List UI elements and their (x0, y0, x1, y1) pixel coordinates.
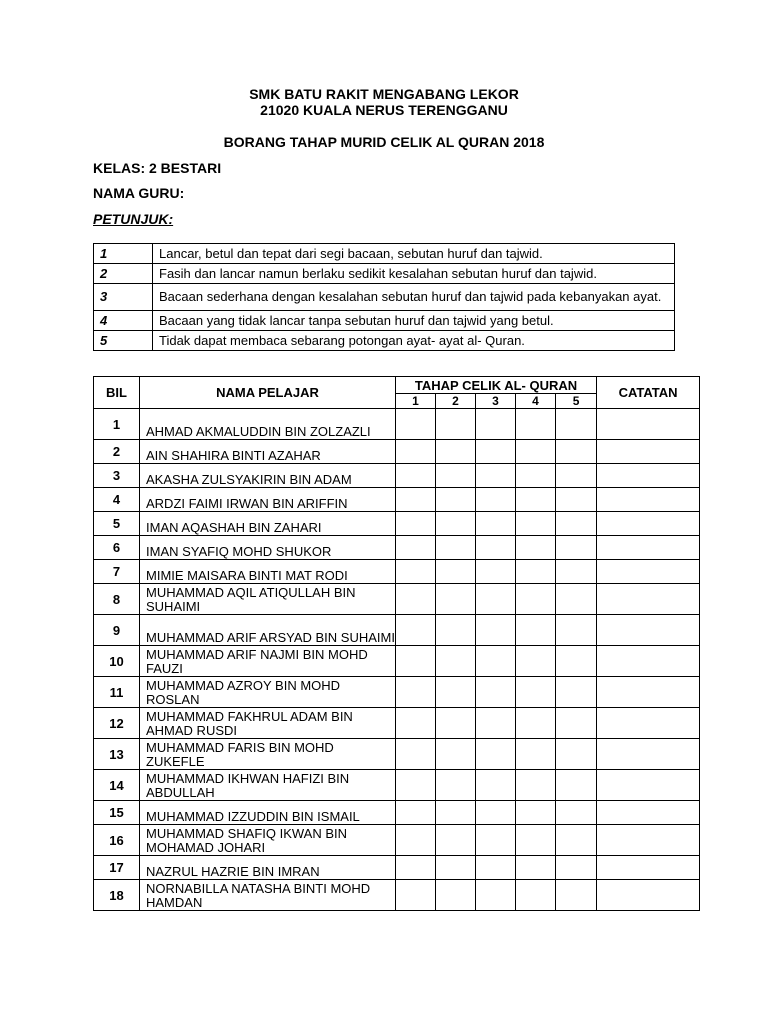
catatan-cell[interactable] (597, 801, 700, 825)
student-bil: 15 (94, 801, 140, 825)
level-3-cell[interactable] (476, 677, 516, 708)
level-3-cell[interactable] (476, 615, 516, 646)
student-row (94, 708, 700, 739)
student-name: MUHAMMAD AZROY BIN MOHD ROSLAN (140, 677, 396, 708)
catatan-cell[interactable] (597, 536, 700, 560)
student-name: AHMAD AKMALUDDIN BIN ZOLZAZLI (140, 409, 396, 440)
level-4-cell[interactable] (516, 560, 556, 584)
level-4-cell[interactable] (516, 512, 556, 536)
student-row (94, 560, 700, 584)
student-row (94, 615, 700, 646)
student-row (94, 880, 700, 911)
legend-level: 3 (94, 284, 153, 311)
legend-row (94, 331, 675, 351)
student-name: MUHAMMAD ARIF NAJMI BIN MOHD FAUZI (140, 646, 396, 677)
level-4-cell[interactable] (516, 536, 556, 560)
level-1-header: 1 (396, 394, 436, 409)
catatan-cell[interactable] (597, 739, 700, 770)
level-4-cell[interactable] (516, 615, 556, 646)
catatan-cell[interactable] (597, 488, 700, 512)
level-2-cell[interactable] (436, 488, 476, 512)
legend-row (94, 244, 675, 264)
catatan-cell[interactable] (597, 708, 700, 739)
catatan-cell[interactable] (597, 464, 700, 488)
legend-level: 1 (94, 244, 153, 264)
level-2-cell[interactable] (436, 801, 476, 825)
level-2-cell[interactable] (436, 536, 476, 560)
level-1-cell[interactable] (396, 440, 436, 464)
student-bil: 6 (94, 536, 140, 560)
level-1-cell[interactable] (396, 488, 436, 512)
student-name: AKASHA ZULSYAKIRIN BIN ADAM (140, 464, 396, 488)
level-4-cell[interactable] (516, 440, 556, 464)
level-5-cell[interactable] (556, 536, 597, 560)
student-row (94, 409, 700, 440)
form-title: BORANG TAHAP MURID CELIK AL QURAN 2018 (223, 134, 545, 150)
kelas-label: KELAS: 2 BESTARI (93, 160, 222, 176)
student-bil: 16 (94, 825, 140, 856)
level-5-cell[interactable] (556, 646, 597, 677)
level-5-cell[interactable] (556, 677, 597, 708)
level-3-cell[interactable] (476, 856, 516, 880)
level-1-cell[interactable] (396, 801, 436, 825)
student-row (94, 488, 700, 512)
level-1-cell[interactable] (396, 536, 436, 560)
school-address: 21020 KUALA NERUS TERENGGANU (260, 102, 508, 118)
level-1-cell[interactable] (396, 856, 436, 880)
level-3-cell[interactable] (476, 440, 516, 464)
student-name: MIMIE MAISARA BINTI MAT RODI (140, 560, 396, 584)
student-name: IMAN AQASHAH BIN ZAHARI (140, 512, 396, 536)
student-name: MUHAMMAD FAKHRUL ADAM BIN AHMAD RUSDI (140, 708, 396, 739)
level-3-cell[interactable] (476, 560, 516, 584)
level-5-cell[interactable] (556, 409, 597, 440)
student-name: ARDZI FAIMI IRWAN BIN ARIFFIN (140, 488, 396, 512)
student-name: AIN SHAHIRA BINTI AZAHAR (140, 440, 396, 464)
catatan-cell[interactable] (597, 880, 700, 911)
level-5-cell[interactable] (556, 801, 597, 825)
level-2-cell[interactable] (436, 677, 476, 708)
level-1-cell[interactable] (396, 770, 436, 801)
level-5-cell[interactable] (556, 512, 597, 536)
level-1-cell[interactable] (396, 512, 436, 536)
level-2-cell[interactable] (436, 615, 476, 646)
level-2-cell[interactable] (436, 739, 476, 770)
level-4-cell[interactable] (516, 770, 556, 801)
legend-level: 2 (94, 264, 153, 284)
level-2-cell[interactable] (436, 560, 476, 584)
student-row (94, 825, 700, 856)
level-4-header: 4 (516, 394, 556, 409)
student-name: IMAN SYAFIQ MOHD SHUKOR (140, 536, 396, 560)
catatan-cell[interactable] (597, 512, 700, 536)
student-row (94, 739, 700, 770)
catatan-cell[interactable] (597, 856, 700, 880)
level-3-cell[interactable] (476, 825, 516, 856)
catatan-cell[interactable] (597, 770, 700, 801)
level-4-cell[interactable] (516, 825, 556, 856)
catatan-cell[interactable] (597, 560, 700, 584)
level-1-cell[interactable] (396, 646, 436, 677)
level-2-cell[interactable] (436, 708, 476, 739)
level-2-cell[interactable] (436, 512, 476, 536)
legend-description: Bacaan yang tidak lancar tanpa sebutan huruf dan tajwid yang betul. (153, 311, 675, 331)
level-3-cell[interactable] (476, 409, 516, 440)
catatan-cell[interactable] (597, 825, 700, 856)
student-bil: 14 (94, 770, 140, 801)
level-4-cell[interactable] (516, 801, 556, 825)
level-3-cell[interactable] (476, 584, 516, 615)
level-4-cell[interactable] (516, 488, 556, 512)
level-4-cell[interactable] (516, 880, 556, 911)
level-1-cell[interactable] (396, 560, 436, 584)
student-name: MUHAMMAD ARIF ARSYAD BIN SUHAIMI (140, 615, 396, 646)
student-row (94, 856, 700, 880)
student-row (94, 536, 700, 560)
level-1-cell[interactable] (396, 825, 436, 856)
level-5-cell[interactable] (556, 584, 597, 615)
legend-description: Lancar, betul dan tepat dari segi bacaan, sebutan huruf dan tajwid. (153, 244, 675, 264)
level-2-cell[interactable] (436, 440, 476, 464)
level-5-cell[interactable] (556, 856, 597, 880)
school-name: SMK BATU RAKIT MENGABANG LEKOR (249, 86, 519, 102)
student-bil: 13 (94, 739, 140, 770)
student-name: MUHAMMAD AQIL ATIQULLAH BIN SUHAIMI (140, 584, 396, 615)
level-3-cell[interactable] (476, 770, 516, 801)
legend-level: 4 (94, 311, 153, 331)
legend-description: Tidak dapat membaca sebarang potongan ayat- ayat al- Quran. (153, 331, 675, 351)
legend-description: Fasih dan lancar namun berlaku sedikit kesalahan sebutan huruf dan tajwid. (153, 264, 675, 284)
level-4-cell[interactable] (516, 739, 556, 770)
level-3-cell[interactable] (476, 488, 516, 512)
nama-guru-label: NAMA GURU: (93, 185, 185, 201)
petunjuk-heading: PETUNJUK: (93, 211, 174, 227)
level-5-cell[interactable] (556, 560, 597, 584)
level-5-cell[interactable] (556, 739, 597, 770)
nama-pelajar-header: NAMA PELAJAR (140, 377, 396, 409)
level-1-cell[interactable] (396, 409, 436, 440)
student-name: MUHAMMAD IZZUDDIN BIN ISMAIL (140, 801, 396, 825)
student-bil: 2 (94, 440, 140, 464)
roster-body (94, 409, 700, 911)
catatan-cell[interactable] (597, 677, 700, 708)
student-row (94, 512, 700, 536)
student-name: MUHAMMAD SHAFIQ IKWAN BIN MOHAMAD JOHARI (140, 825, 396, 856)
student-row (94, 646, 700, 677)
legend-description: Bacaan sederhana dengan kesalahan sebutan huruf dan tajwid pada kebanyakan ayat. (153, 284, 675, 311)
level-2-header: 2 (436, 394, 476, 409)
level-3-cell[interactable] (476, 880, 516, 911)
level-2-cell[interactable] (436, 646, 476, 677)
student-bil: 10 (94, 646, 140, 677)
level-4-cell[interactable] (516, 409, 556, 440)
level-3-header: 3 (476, 394, 516, 409)
catatan-cell[interactable] (597, 409, 700, 440)
student-bil: 17 (94, 856, 140, 880)
level-1-cell[interactable] (396, 739, 436, 770)
level-5-cell[interactable] (556, 615, 597, 646)
tahap-celik-header: TAHAP CELIK AL- QURAN (396, 377, 597, 394)
student-bil: 9 (94, 615, 140, 646)
student-name: MUHAMMAD FARIS BIN MOHD ZUKEFLE (140, 739, 396, 770)
level-5-cell[interactable] (556, 770, 597, 801)
level-3-cell[interactable] (476, 801, 516, 825)
level-3-cell[interactable] (476, 708, 516, 739)
student-row (94, 801, 700, 825)
student-bil: 5 (94, 512, 140, 536)
catatan-cell[interactable] (597, 584, 700, 615)
level-2-cell[interactable] (436, 770, 476, 801)
student-bil: 4 (94, 488, 140, 512)
level-2-cell[interactable] (436, 584, 476, 615)
level-1-cell[interactable] (396, 584, 436, 615)
student-row (94, 677, 700, 708)
catatan-cell[interactable] (597, 440, 700, 464)
student-row (94, 464, 700, 488)
level-4-cell[interactable] (516, 708, 556, 739)
catatan-cell[interactable] (597, 615, 700, 646)
level-3-cell[interactable] (476, 464, 516, 488)
student-bil: 18 (94, 880, 140, 911)
legend-row (94, 311, 675, 331)
level-3-cell[interactable] (476, 646, 516, 677)
student-row (94, 584, 700, 615)
student-name: MUHAMMAD IKHWAN HAFIZI BIN ABDULLAH (140, 770, 396, 801)
student-roster-table (93, 376, 700, 911)
student-bil: 3 (94, 464, 140, 488)
student-bil: 12 (94, 708, 140, 739)
level-5-cell[interactable] (556, 708, 597, 739)
level-5-cell[interactable] (556, 464, 597, 488)
student-bil: 1 (94, 409, 140, 440)
student-name: NORNABILLA NATASHA BINTI MOHD HAMDAN (140, 880, 396, 911)
level-4-cell[interactable] (516, 464, 556, 488)
level-1-cell[interactable] (396, 677, 436, 708)
level-1-cell[interactable] (396, 615, 436, 646)
level-5-cell[interactable] (556, 880, 597, 911)
level-5-header: 5 (556, 394, 597, 409)
level-2-cell[interactable] (436, 825, 476, 856)
level-2-cell[interactable] (436, 856, 476, 880)
catatan-header: CATATAN (597, 377, 700, 409)
legend-row (94, 264, 675, 284)
legend-level: 5 (94, 331, 153, 351)
level-2-cell[interactable] (436, 464, 476, 488)
level-1-cell[interactable] (396, 880, 436, 911)
level-3-cell[interactable] (476, 512, 516, 536)
student-name: NAZRUL HAZRIE BIN IMRAN (140, 856, 396, 880)
level-3-cell[interactable] (476, 739, 516, 770)
level-4-cell[interactable] (516, 856, 556, 880)
student-bil: 7 (94, 560, 140, 584)
student-row (94, 440, 700, 464)
level-5-cell[interactable] (556, 825, 597, 856)
level-3-cell[interactable] (476, 536, 516, 560)
student-row (94, 770, 700, 801)
level-4-cell[interactable] (516, 646, 556, 677)
level-2-cell[interactable] (436, 880, 476, 911)
level-5-cell[interactable] (556, 440, 597, 464)
catatan-cell[interactable] (597, 646, 700, 677)
bil-header: BIL (94, 377, 140, 409)
level-4-cell[interactable] (516, 584, 556, 615)
level-1-cell[interactable] (396, 464, 436, 488)
level-2-cell[interactable] (436, 409, 476, 440)
level-5-cell[interactable] (556, 488, 597, 512)
level-1-cell[interactable] (396, 708, 436, 739)
student-bil: 11 (94, 677, 140, 708)
legend-row (94, 284, 675, 311)
level-4-cell[interactable] (516, 677, 556, 708)
legend-table (93, 243, 675, 351)
student-bil: 8 (94, 584, 140, 615)
